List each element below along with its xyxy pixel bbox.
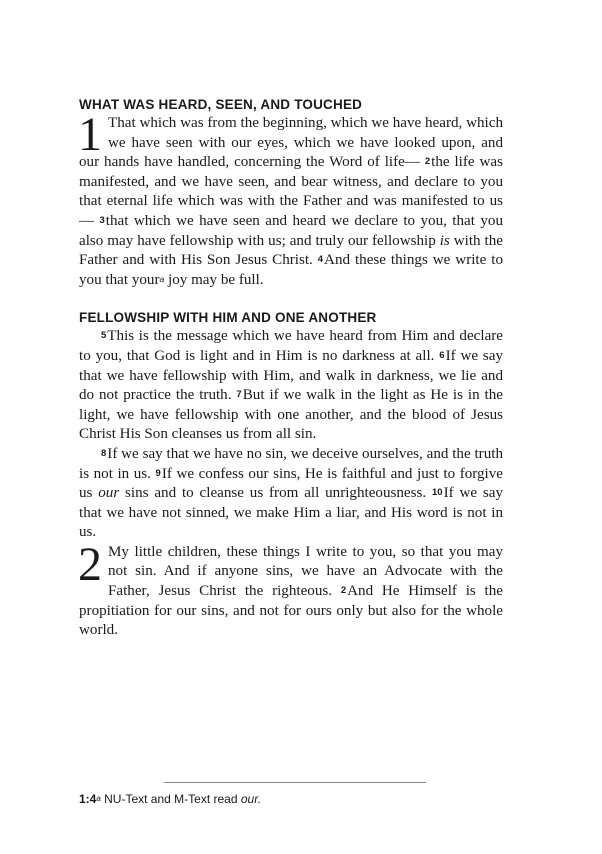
section-heading: FELLOWSHIP WITH HIM AND ONE ANOTHER (79, 310, 377, 326)
verse-text: And these things we write to you that your (79, 252, 503, 288)
italic-text: our (98, 485, 120, 502)
verse-text: If we say that we have not sinned, we make Him a liar, and His word is not in us. (79, 485, 503, 541)
verse-number: 6 (439, 349, 445, 361)
verse-number: 7 (236, 389, 242, 401)
verse-text: joy may be full. (164, 271, 264, 288)
verse-text: If we say that we have no sin, we deceive ourselves, and the truth is not in us. (79, 445, 503, 482)
paragraph (79, 445, 503, 543)
section-2 (79, 309, 503, 543)
verse-text: If we confess our sins, He is faithful and just to forgive us (79, 465, 504, 502)
footnote-marker: a (159, 273, 165, 284)
verse-number: 4 (317, 254, 324, 266)
verse-text: This is the message which we have heard from Him and declare to you, that God is light and in Him is no darkness at all. (79, 328, 503, 364)
paragraph (78, 108, 503, 290)
section-1 (79, 96, 503, 290)
verse-text: the life was manifested, and we have seen, and bear witness, and declare to you that eternal life which was with the Father and was manifested to us— (79, 154, 503, 229)
footnote (79, 792, 261, 807)
verse-number: 10 (431, 487, 443, 499)
verse-text: But if we walk in the light as He is in the light, we have fellowship with one another, and the blood of Jesus Christ His Son cleanses us from all sin. (79, 387, 503, 443)
verse-number: 9 (155, 467, 161, 479)
footnote-divider (164, 782, 426, 783)
verse-text: My little children, these things I write to you, so that you may not sin. And if anyone sins, we have an Advocate with the Father, Jesus Christ the righteous. (108, 543, 503, 600)
italic-text: is (439, 232, 450, 249)
footnote-reference: 1:4 (79, 792, 97, 806)
footnote-marker: a (96, 794, 101, 803)
footnote-text: NU-Text and M-Text read (100, 792, 241, 806)
chapter-number: 2 (78, 537, 102, 591)
section-3 (78, 537, 503, 641)
verse-number: 8 (101, 447, 107, 459)
verse-number: 5 (101, 330, 107, 342)
verse-text: If we say that we have fellowship with Him, and walk in darkness, we lie and do not practice the truth. (79, 347, 503, 404)
verse-text: with the Father and with His Son Jesus Christ. (79, 232, 503, 269)
verse-number: 2 (424, 156, 431, 168)
verse-number: 3 (99, 214, 105, 226)
verse-text: And He Himself is the propitiation for our sins, and not for ours only but also for the whole world. (79, 583, 503, 639)
verse-number: 2 (340, 585, 347, 597)
paragraph (79, 327, 503, 445)
verse-text: That which was from the beginning, which we have heard, which we have seen with our eyes, which we have looked upon, and our hands have handled, concerning the Word of life— (79, 115, 503, 171)
footnote-italic-text: our. (240, 792, 262, 806)
verse-text: that which we have seen and heard we declare to you, that you also may have fellowship with us; and truly our fellowship (79, 212, 503, 249)
scripture-page (79, 96, 503, 641)
paragraph (78, 537, 503, 641)
verse-text: sins and to cleanse us from all unrighteousness. (119, 485, 432, 502)
section-heading: WHAT WAS HEARD, SEEN, AND TOUCHED (79, 97, 363, 112)
chapter-number: 1 (78, 108, 102, 161)
